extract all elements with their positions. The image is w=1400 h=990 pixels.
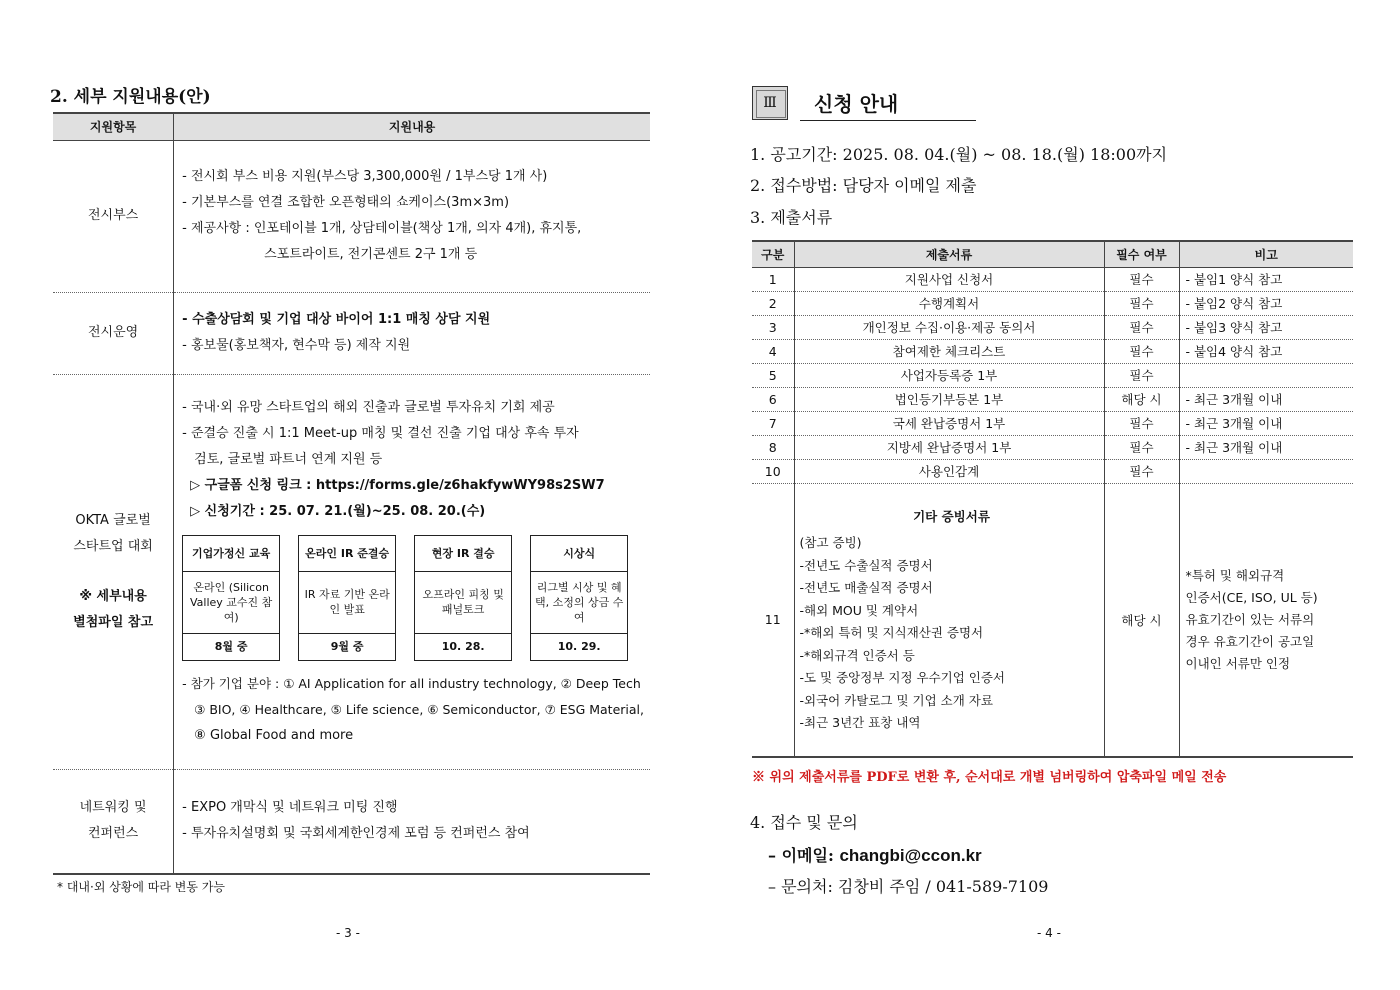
support-content-table (53, 112, 650, 875)
header-category: 지원항목 (53, 113, 174, 140)
booth-line-4: 스포트라이트, 전기콘센트 2구 1개 등 (264, 247, 478, 262)
operation-line-2: - 홍보물(홍보책자, 현수막 등) 제작 지원 (182, 338, 411, 353)
row-note: - 붙임2 양식 참고 (1179, 291, 1353, 315)
table-header-row (752, 241, 1353, 267)
section-title: 2. 세부 지원내용(안) (50, 87, 211, 107)
networking-line-1: - EXPO 개막식 및 네트워크 미팅 진행 (182, 800, 398, 816)
row-doc: 개인정보 수집·이용·제공 동의서 (794, 315, 1104, 339)
application-period: ▷ 신청기간 : 25. 07. 21.(월)~25. 08. 20.(수) (190, 503, 486, 519)
stage-title: 시상식 (531, 536, 627, 572)
other-doc-item: -해외 MOU 및 계약서 (799, 602, 919, 618)
row-note: - 최근 3개월 이내 (1179, 387, 1353, 411)
row-note (1179, 363, 1353, 387)
page-number-left: - 3 - (336, 926, 360, 940)
other-doc-item: -외국어 카탈로그 및 기업 소개 자료 (799, 692, 993, 708)
table-row (752, 363, 1353, 387)
networking-label-1: 네트워킹 및 (79, 800, 147, 816)
stage-title: 현장 IR 결승 (415, 536, 511, 572)
networking-line-2: - 투자유치설명회 및 국회세계한인경제 포럼 등 컨퍼런스 참여 (182, 826, 530, 842)
table-row (752, 267, 1353, 291)
remark-line: 이내인 서류만 인정 (1185, 655, 1291, 671)
row-no: 1 (752, 267, 794, 291)
row-req: 필수 (1104, 363, 1179, 387)
stage-date: 10. 29. (557, 640, 601, 653)
row-note: - 최근 3개월 이내 (1179, 411, 1353, 435)
other-doc-item: -최근 3년간 표창 내역 (799, 715, 921, 730)
chapter-number: Ⅲ (763, 95, 777, 111)
okta-line-1: - 국내·외 유망 스타트업의 해외 진출과 글로벌 투자유치 기회 제공 (182, 399, 555, 415)
footnote: * 대내·외 상황에 따라 변동 가능 (57, 880, 225, 894)
stage-date: 8월 중 (214, 640, 248, 653)
chapter-number-box (752, 86, 788, 120)
stage-desc: 온라인 (Silicon Valley 교수진 참여) (183, 572, 279, 634)
okta-line-2: - 준결승 진출 시 1:1 Meet-up 매칭 및 결선 진출 기업 대상 후속 투자 (182, 425, 579, 441)
row-req: 해당 시 (1104, 483, 1179, 757)
okta-label-1: OKTA 글로벌 (75, 512, 151, 528)
chapter-title: 신청 안내 (814, 92, 899, 116)
table-row-other-docs (752, 483, 1353, 757)
row-no: 3 (752, 315, 794, 339)
remark-line: 유효기간이 있는 서류의 (1185, 611, 1315, 627)
row-req: 필수 (1104, 315, 1179, 339)
google-form-link[interactable]: ▷ 구글폼 신청 링크 : https://forms.gle/z6hakfywWY98s2SW7 (190, 477, 605, 493)
contest-stages (182, 535, 628, 661)
row-doc: 국세 완납증명서 1부 (794, 411, 1104, 435)
other-doc-item: -*해외 특허 및 지식재산권 증명서 (799, 625, 984, 640)
row-no: 10 (752, 459, 794, 483)
row-req: 필수 (1104, 411, 1179, 435)
row-no: 11 (752, 483, 794, 757)
row-doc: 지방세 완납증명서 1부 (794, 435, 1104, 459)
other-doc-item: -전년도 수출실적 증명서 (799, 557, 933, 573)
row-doc: 법인등기부등본 1부 (794, 387, 1104, 411)
field-line-2: ③ BIO, ④ Healthcare, ⑤ Life science, ⑥ Semiconductor, ⑦ ESG Material, (194, 701, 644, 717)
remark-line: *특허 및 해외규격 (1185, 567, 1285, 583)
stage-3 (414, 535, 512, 661)
inquiry-heading: 4. 접수 및 문의 (750, 813, 858, 832)
table-header-row (53, 113, 650, 140)
stage-desc: IR 자료 기반 온라인 발표 (299, 572, 395, 634)
operation-label: 전시운영 (53, 292, 174, 374)
stage-date: 9월 중 (330, 640, 364, 653)
stage-desc: 리그별 시상 및 혜택, 소정의 상금 수여 (531, 572, 627, 634)
okta-line-3: 검토, 글로벌 파트너 연계 지원 등 (194, 451, 383, 467)
row-req: 필수 (1104, 339, 1179, 363)
booth-label: 전시부스 (53, 140, 174, 292)
row-doc: 참여제한 체크리스트 (794, 339, 1104, 363)
header-document: 제출서류 (794, 241, 1104, 267)
row-operation (53, 292, 650, 374)
submission-method: 2. 접수방법: 담당자 이메일 제출 (750, 176, 977, 195)
table-row (752, 339, 1353, 363)
other-docs-cell (794, 483, 1104, 757)
table-row (752, 411, 1353, 435)
table-row (752, 435, 1353, 459)
row-no: 5 (752, 363, 794, 387)
remark-line: 경우 유효기간이 공고일 (1185, 633, 1315, 649)
other-doc-item: (참고 증빙) (799, 535, 862, 550)
row-no: 7 (752, 411, 794, 435)
stage-2 (298, 535, 396, 661)
row-req: 필수 (1104, 459, 1179, 483)
email-label: – 이메일: (768, 846, 834, 865)
announcement-period: 1. 공고기간: 2025. 08. 04.(월) ~ 08. 18.(월) 18:00까지 (750, 145, 1168, 164)
row-req: 필수 (1104, 291, 1179, 315)
operation-line-1: - 수출상담회 및 기업 대상 바이어 1:1 매칭 상담 지원 (182, 312, 491, 327)
row-networking (53, 769, 650, 874)
stage-desc: 오프라인 피칭 및 패널토크 (415, 572, 511, 634)
row-req: 필수 (1104, 267, 1179, 291)
okta-note-2: 별첨파일 참고 (73, 614, 154, 630)
field-line-3: ⑧ Global Food and more (194, 727, 354, 743)
row-okta (53, 374, 650, 769)
table-row (752, 459, 1353, 483)
okta-note-1: ※ 세부내용 (79, 588, 147, 604)
row-doc: 지원사업 신청서 (794, 267, 1104, 291)
stage-4 (530, 535, 628, 661)
row-note (1179, 459, 1353, 483)
chapter-underline (800, 120, 976, 121)
row-note: - 최근 3개월 이내 (1179, 435, 1353, 459)
email-address[interactable]: changbi@ccon.kr (839, 846, 982, 865)
other-doc-item: -*해외규격 인증서 등 (799, 647, 915, 663)
email-line (768, 843, 982, 866)
page-number-right: - 4 - (1037, 926, 1061, 940)
header-remarks: 비고 (1179, 241, 1353, 267)
contact-line: – 문의처: 김창비 주임 / 041-589-7109 (768, 877, 1049, 896)
okta-label-2: 스타트업 대회 (73, 538, 153, 554)
row-booth (53, 140, 650, 292)
field-line-1: - 참가 기업 분야 : ① AI Application for all industry technology, ② Deep Tech (182, 675, 641, 691)
row-doc: 사용인감계 (794, 459, 1104, 483)
header-content: 지원내용 (174, 113, 650, 140)
documents-table (752, 240, 1353, 758)
row-note: - 붙임3 양식 참고 (1179, 315, 1353, 339)
row-req: 필수 (1104, 435, 1179, 459)
booth-line-1: - 전시회 부스 비용 지원(부스당 3,300,000원 / 1부스당 1개 사) (182, 169, 548, 184)
row-no: 8 (752, 435, 794, 459)
documents-heading: 3. 제출서류 (750, 208, 833, 227)
other-doc-item: -전년도 매출실적 증명서 (799, 580, 933, 595)
page-4 (700, 0, 1400, 990)
table-row (752, 315, 1353, 339)
row-note: - 붙임1 양식 참고 (1179, 267, 1353, 291)
networking-label-2: 컨퍼런스 (87, 826, 139, 842)
booth-line-3: - 제공사항 : 인포테이블 1개, 상담테이블(책상 1개, 의자 4개), 휴지통, (182, 221, 582, 236)
row-note: - 붙임4 양식 참고 (1179, 339, 1353, 363)
stage-title: 온라인 IR 준결승 (299, 536, 395, 572)
submission-warning: ※ 위의 제출서류를 PDF로 변환 후, 순서대로 개별 넘버링하여 압축파일 메일 전송 (752, 770, 1227, 785)
other-docs-remark (1179, 483, 1353, 757)
table-row (752, 291, 1353, 315)
row-req: 해당 시 (1104, 387, 1179, 411)
remark-line: 인증서(CE, ISO, UL 등) (1185, 589, 1318, 605)
stage-1 (182, 535, 280, 661)
row-doc: 사업자등록증 1부 (794, 363, 1104, 387)
stage-title: 기업가정신 교육 (183, 536, 279, 572)
row-no: 6 (752, 387, 794, 411)
other-doc-item: -도 및 중앙정부 지정 우수기업 인증서 (799, 670, 1006, 685)
table-row (752, 387, 1353, 411)
row-doc: 수행계획서 (794, 291, 1104, 315)
header-no: 구분 (752, 241, 794, 267)
row-no: 4 (752, 339, 794, 363)
booth-line-2: - 기본부스를 연결 조합한 오픈형태의 쇼케이스(3m×3m) (182, 195, 510, 210)
stage-date: 10. 28. (441, 640, 485, 653)
header-required: 필수 여부 (1104, 241, 1179, 267)
row-no: 2 (752, 291, 794, 315)
other-docs-heading: 기타 증빙서류 (913, 508, 990, 524)
